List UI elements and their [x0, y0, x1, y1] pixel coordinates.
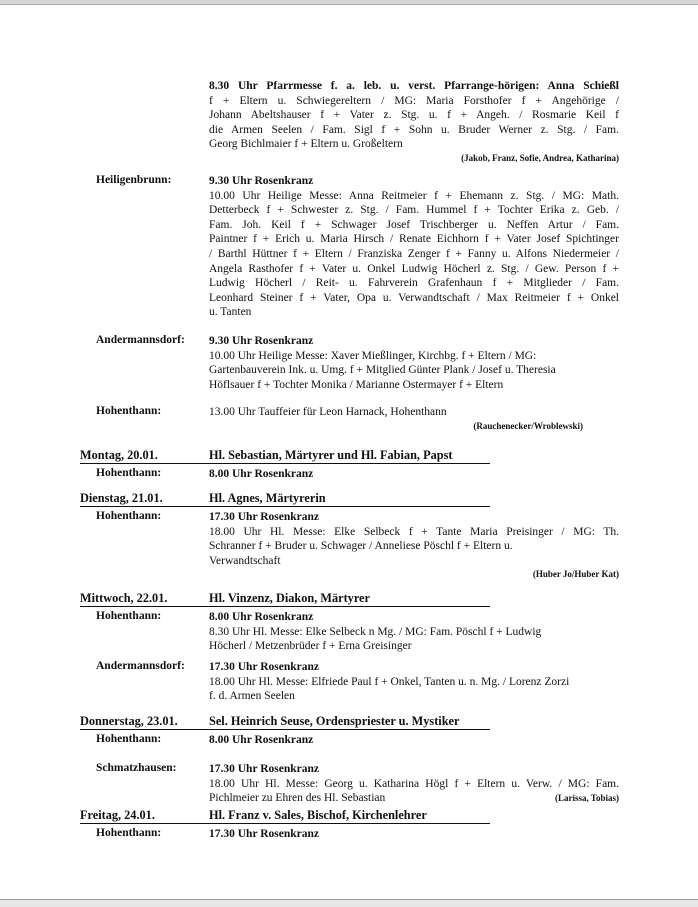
- rosary-line: 17.30 Uhr Rosenkranz: [209, 511, 320, 523]
- day-feast: Hl. Agnes, Märtyrerin: [209, 491, 326, 505]
- day-heading-wednesday: [80, 591, 490, 607]
- top-border: [0, 0, 698, 5]
- day-date: Freitag, 24.01.: [80, 808, 155, 822]
- wednesday-hohenthann-block: [209, 610, 619, 654]
- rosary-line: 8.00 Uhr Rosenkranz: [209, 611, 314, 623]
- mass-line: Detterbeck f + Schwester z. Stg. / Fam. Hummel f + Tochter Erika z. Geb. /: [209, 204, 619, 217]
- place-hohenthann: Hohenthann:: [96, 405, 162, 417]
- mass-line: Angela Rasthofer f + Vater u. Onkel Ludwig Höcherl z. Stg. / Gew. Person f +: [209, 262, 619, 275]
- day-date: Mittwoch, 22.01.: [80, 591, 168, 605]
- mass-line: Georg Bichlmaier f + Eltern u. Großeltern: [209, 138, 403, 151]
- ministrant-credit: (Rauchenecker/Wroblewski): [473, 420, 583, 431]
- day-feast: Hl. Vinzenz, Diakon, Märtyrer: [209, 591, 370, 605]
- mass-line: Leonhard Steiner f + Vater, Opa u. Verwandtschaft / Max Reitmeier f + Onkel: [209, 291, 619, 304]
- mass-line: 18.00 Uhr Hl. Messe: Georg u. Katharina Högl f + Eltern u. Verw. / MG: Fam.: [209, 777, 619, 790]
- mass-line-text: Pichlmeier zu Ehren des Hl. Sebastian: [209, 792, 386, 805]
- mass-line: Schranner f + Bruder u. Schwager / Anneliese Pöschl f + Eltern u.: [209, 540, 513, 553]
- monday-block: [209, 467, 619, 482]
- place-hohenthann: Hohenthann:: [96, 610, 162, 622]
- day-date: Donnerstag, 23.01.: [80, 714, 178, 728]
- mass-line: 10.00 Uhr Heilige Messe: Anna Reitmeier f + Ehemann z. Stg. / MG: Math.: [209, 189, 619, 202]
- ministrant-credit: (Jakob, Franz, Sofie, Andrea, Katharina): [461, 152, 619, 163]
- mass-line: 18.00 Uhr Hl. Messe: Elfriede Paul f + Onkel, Tanten u. n. Mg. / Lorenz Zorzi: [209, 675, 570, 688]
- day-date: Montag, 20.01.: [80, 448, 158, 462]
- friday-block: [209, 827, 619, 842]
- day-heading-tuesday: [80, 491, 490, 507]
- day-feast: Hl. Franz v. Sales, Bischof, Kirchenlehrer: [209, 808, 427, 822]
- place-hohenthann: Hohenthann:: [96, 827, 162, 839]
- rosary-line: 8.00 Uhr Rosenkranz: [209, 468, 314, 480]
- rosary-line: 9.30 Uhr Rosenkranz: [209, 335, 314, 347]
- mass-line: Höflsauer f + Tochter Monika / Marianne Ostermayer f + Eltern: [209, 378, 504, 391]
- rosary-line: 17.30 Uhr Rosenkranz: [209, 763, 320, 775]
- mass-line: Verwandtschaft: [209, 554, 281, 567]
- mass-line: Johann Abeltshauser f + Vater z. Stg. u. f + Angeh. / Rosmarie Keil f: [209, 109, 619, 122]
- day-heading-friday: [80, 808, 490, 824]
- day-heading-thursday: [80, 714, 490, 730]
- heiligenbrunn-block: [209, 174, 619, 320]
- mass-line: / Barthl Hüttner f + Eltern / Franziska Zenger f + Fanny u. Alfons Niedermeier /: [209, 247, 619, 260]
- place-andermannsdorf: Andermannsdorf:: [96, 334, 185, 346]
- rosary-line: 8.00 Uhr Rosenkranz: [209, 734, 314, 746]
- day-feast: Hl. Sebastian, Märtyrer und Hl. Fabian, Papst: [209, 448, 453, 462]
- place-andermannsdorf: Andermannsdorf:: [96, 660, 185, 672]
- place-hohenthann: Hohenthann:: [96, 467, 162, 479]
- mass-line: f. d. Armen Seelen: [209, 690, 295, 703]
- place-heiligenbrunn: Heiligenbrunn:: [96, 174, 172, 186]
- hohenthann-baptism-block: [209, 405, 583, 432]
- baptism-line: 13.00 Uhr Tauffeier für Leon Harnack, Hohenthann: [209, 406, 447, 418]
- mass-line: die Armen Seelen / Fam. Sigl f + Sohn u. Bruder Werner z. Stg. / Fam.: [209, 123, 619, 136]
- mass-line: Paintner f + Erich u. Maria Hirsch / Renate Eichhorn f + Vater Josef Spichtinger: [209, 233, 619, 246]
- thursday-hohenthann-block: [209, 733, 619, 748]
- mass-line: Ludwig Höcherl / Reit- u. Fahrverein Grafenhaun f + Mitglieder / Fam.: [209, 277, 619, 290]
- place-hohenthann: Hohenthann:: [96, 733, 162, 745]
- mass-line: u. Tanten: [209, 306, 252, 319]
- mass-line: 8.30 Uhr Hl. Messe: Elke Selbeck n Mg. / MG: Fam. Pöschl f + Ludwig: [209, 625, 542, 638]
- mass-line: Fam. Joh. Keil f + Schwager Josef Trischberger u. Neffen Artur / Fam.: [209, 218, 619, 231]
- andermannsdorf-block: [209, 334, 619, 392]
- mass-line: 10.00 Uhr Heilige Messe: Xaver Mießlinger, Kirchbg. f + Eltern / MG:: [209, 349, 537, 362]
- ministrant-credit: (Huber Jo/Huber Kat): [532, 569, 619, 580]
- rosary-line: 9.30 Uhr Rosenkranz: [209, 175, 314, 187]
- day-heading-monday: [80, 448, 490, 464]
- tuesday-block: [209, 510, 619, 580]
- mass-line: Gartenbauverein Ink. u. Umg. f + Mitglied Günter Plank / Josef u. Theresia: [209, 364, 556, 377]
- day-date: Dienstag, 21.01.: [80, 491, 163, 505]
- mass-line: 18.00 Uhr Hl. Messe: Elke Selbeck f + Tante Maria Preisinger / MG: Th.: [209, 525, 619, 538]
- day-feast: Sel. Heinrich Seuse, Ordenspriester u. Mystiker: [209, 714, 460, 728]
- mass-line: 8.30 Uhr Pfarrmesse f. a. leb. u. verst. Pfarrange-hörigen: Anna Schießl: [209, 80, 619, 92]
- wednesday-andermannsdorf-block: [209, 660, 619, 704]
- thursday-schmatzhausen-block: [209, 762, 619, 806]
- sunday-mass-block: [209, 79, 619, 164]
- place-hohenthann: Hohenthann:: [96, 510, 162, 522]
- ministrant-credit: (Larissa, Tobias): [554, 793, 619, 804]
- mass-line: Höcherl / Metzenbrüder f + Erna Greisinger: [209, 640, 412, 653]
- mass-line: f + Eltern u. Schwiegereltern / MG: Maria Forsthofer f + Angehörige /: [209, 94, 619, 107]
- rosary-line: 17.30 Uhr Rosenkranz: [209, 828, 320, 840]
- rosary-line: 17.30 Uhr Rosenkranz: [209, 661, 320, 673]
- place-schmatzhausen: Schmatzhausen:: [96, 762, 177, 774]
- mass-line: [209, 791, 619, 806]
